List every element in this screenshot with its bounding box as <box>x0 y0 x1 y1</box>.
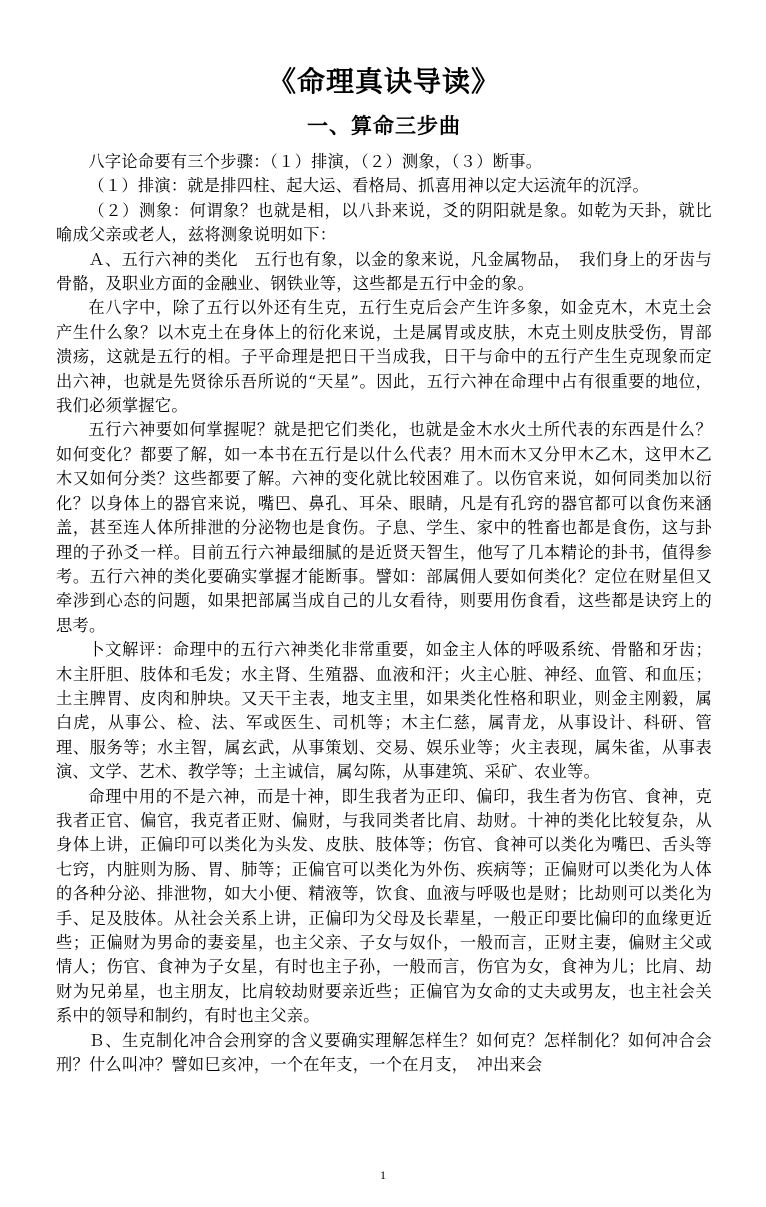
paragraph-intro-steps: 八字论命要有三个步骤：（１）排演，（２）测象，（３）断事。 <box>88 152 543 171</box>
paragraph-step-paiyan: （１）排演：就是排四柱、起大运、看格局、抓喜用神以定大运流年的沉浮。 <box>88 176 649 196</box>
paragraph-shengke-zhihua: Ｂ、生克制化冲合会刑穿的含义要确实理解怎样生？如何克？怎样制化？如何冲合会刑？什么叫冲？譬如巳亥冲，一个在年支，一个在月支， 冲出来会 <box>56 1030 712 1075</box>
paragraph-step-cexiang: （２）测象：何谓象？也就是相，以八卦来说，爻的阴阳就是象。如乾为天卦，就比喻成父亲或老人，兹将测象说明如下： <box>56 200 712 245</box>
paragraph-commentary: 卜文解评：命理中的五行六神类化非常重要，如金主人体的呼吸系统、骨骼和牙齿；木主肝胆、肢体和毛发；水主肾、生殖器、血液和汗；火主心脏、神经、血管、和血压；土主脾胃、皮肉和肿块。又天干主表，地支主里，如果类化性格和职业，则金主刚毅，属白虎，从事公、检、法、军或医生、司机等；木主仁慈，属青龙，从事设计、科研、管理、服务等；水主智，属玄武，从事策划、交易、娱乐业等；火主表现，属朱雀，从事表演、文学、艺术、教学等；土主诚信，属勾陈，从事建筑、采矿、农业等。 <box>56 640 712 782</box>
paragraph-shishen: 命理中用的不是六神，而是十神，即生我者为正印、偏印，我生者为伤官、食神，克我者正官、偏官，我克者正财、偏财，与我同类者比肩、劫财。十神的类化比较复杂，从身体上讲，正偏印可以类化为头发、皮肤、肢体等；伤官、食神可以类化为嘴巴、舌头等七窍，内脏则为肠、胃、肺等；正偏官可以类化为外伤、疾病等；正偏财可以类化为人体的各种分泌、排泄物，如大小便、精液等，饮食、血液与呼吸也是财；比劫则可以类化为手、足及肢体。从社会关系上讲，正偏印为父母及长辈星，一般正印要比偏印的血缘更近些；正偏财为男命的妻妾星，也主父亲、子女与奴仆，一般而言，正财主妻，偏财主父或情人；伤官、食神为子女星，有时也主子孙，一般而言，伤官为女，食神为儿；比肩、劫财为兄弟星，也主朋友，比肩较劫财要亲近些；正偏官为女命的丈夫或男友，也主社会关系中的领导和制约，有时也主父亲。 <box>56 786 712 1026</box>
section-heading: 一、算命三步曲 <box>307 114 461 138</box>
page-number: 1 <box>380 1168 386 1182</box>
paragraph-wuxing-liushen: Ａ、五行六神的类化 五行也有象，以金的象来说，凡金属物品， 我们身上的牙齿与骨骼，及职业方面的金融业、钢铁业等，这些都是五行中金的象。 <box>56 249 712 294</box>
document-body <box>56 150 712 1077</box>
paragraph-shengke: 在八字中，除了五行以外还有生克，五行生克后会产生许多象，如金克木，木克土会产生什么象？以木克土在身体上的衍化来说，土是属胃或皮肤，木克土则皮肤受伤，胃部溃疡，这就是五行的相。子平命理是把日干当成我，日干与命中的五行产生生克现象而定出六神，也就是先贤徐乐吾所说的“天星”。因此，五行六神在命理中占有很重要的地位，我们必须掌握它。 <box>56 298 712 416</box>
paragraph-leihua: 五行六神要如何掌握呢？就是把它们类化，也就是金木水火土所代表的东西是什么？如何变化？都要了解，如一本书在五行是以什么代表？用木而木又分甲木乙木，这甲木乙木又如何分类？这些都要了解。六神的变化就比较困难了。以伤官来说，如何同类加以衍化？以身体上的器官来说，嘴巴、鼻孔、耳朵、眼睛，凡是有孔窍的器官都可以食伤来涵盖，甚至连人体所排泄的分泌物也是食伤。子息、学生、家中的牲畜也都是食伤，这与卦理的子孙爻一样。目前五行六神最细腻的是近贤天智生，他写了几本精论的卦书，值得参考。五行六神的类化要确实掌握才能断事。譬如：部属佣人要如何类化？定位在财星但又牵涉到心态的问题，如果把部属当成自己的儿女看待，则要用伤食看，这些都是诀窍上的思考。 <box>56 420 712 635</box>
document-page <box>56 62 712 1077</box>
document-title: 《命理真诀导读》 <box>267 65 500 98</box>
